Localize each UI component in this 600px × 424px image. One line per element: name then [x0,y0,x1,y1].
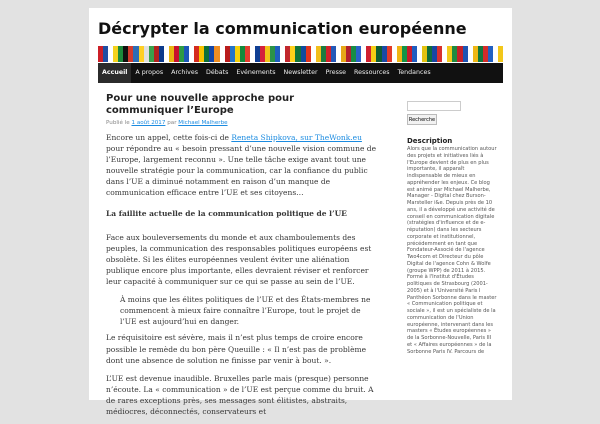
post-subheading: La faillite actuelle de la communication politique de l’UE [106,208,347,218]
intro-text-a: Encore un appel, cette fois-ci de [106,133,232,142]
nav-item-d-bats[interactable]: Débats [206,69,229,76]
post-title[interactable]: Pour une nouvelle approche pour communiquer l’Europe [106,93,295,116]
source-link[interactable]: Reneta Shipkova, sur TheWonk.eu [231,133,362,142]
nav-list [98,63,503,83]
search-input[interactable] [407,101,461,111]
banner-stripe [498,46,503,62]
nav-item-presse[interactable]: Presse [325,69,347,76]
site-title[interactable]: Décrypter la communication européenne [98,19,467,38]
post-intro-paragraph [106,132,376,199]
intro-text-b: pour répondre au « besoin pressant d’une nouvelle vision commune de l’Europe, largement reconnu ». Une telle tâche exige avant tout une nouvelle stratégie pour la communication, car la confiance du public dans l’UE a diminué notamment en raison d’un manque de communication efficace entre l’UE et ses citoyens… [106,144,377,198]
post-meta-by: par [165,120,179,126]
post-meta-prefix: Publié le [106,120,132,126]
nav-item-ev-nements[interactable]: Evénements [236,69,276,76]
nav-item-accueil[interactable]: Accueil [98,63,131,83]
description-title: Description [407,137,453,145]
post-paragraph-4: L’UE est devenue inaudible. Bruxelles parle mais (presque) personne n’écoute. La « communication » de l’UE est perçue comme du bruit. A de rares exceptions près, ses messages sont élitistes, abstraits, médiocres, déconnectés, conservateurs et [106,373,374,416]
eu-flags-banner [98,46,503,62]
description-text: Alors que la communication autour des projets et initiatives liés à l'Europe devient de plus en plus importante, il apparaît indispensable de mieux en appréhender les enjeux. Ce blog est animé par Michael Malherbe, Manager - Digital chez Burson-Marsteller i&e. Depuis près de 10 ans, il a développé une activité de conseil en communication digitale (stratégies d'influence et de e-réputation) dans les secteurs corporate et institutionnel, précédemment en tant que Fondateur-Associé de l'agence Two4com et Directeur du pôle Digital de l'agence Cohn & Wolfe (groupe WPP) de 2011 à 2015. Formé à l'Institut d'Études politiques de Strasbourg (2001-2005) et à l'Université Paris I Panthéon Sorbonne dans le master « Communication politique et sociale », il est un spécialiste de la communication de l'Union européenne, intervenant dans les masters « Études européennes » de la Sorbonne-Nouvelle, Paris III et « Affaires européennes » de la Sorbonne Paris IV. Parcours de [407,146,497,355]
post-paragraph-2: Face aux bouleversements du monde et aux chamboulements des peuples, la communication des responsables politiques européens est obsolète. Si les élites européennes veulent éviter une aliénation publique encore plus importante, elles devraient réviser et renforcer leur capacité à communiquer sur ce qui se passe au sein de l’UE. [106,232,372,287]
nav-item-a-propos[interactable]: A propos [135,69,164,76]
nav-item-newsletter[interactable]: Newsletter [283,69,318,76]
post-quote: À moins que les élites politiques de l’UE et des États-membres ne commencent à mieux faire connaître l’Europe, tout le projet de l’UE est aujourd’hui en danger. [120,295,371,327]
search-button[interactable]: Recherche [407,114,437,125]
nav-item-ressources[interactable]: Ressources [354,69,390,76]
post-paragraph-3: Le réquisitoire est sévère, mais il n’est plus temps de croire encore possible le remède du bon père Queuille : « Il n’est pas de problème dont une absence de solution ne finisse par venir à bout. ». [106,333,367,365]
post-meta [106,120,376,126]
nav-item-archives[interactable]: Archives [171,69,199,76]
post-date-link[interactable]: 1 août 2017 [131,120,166,126]
sidebar [407,93,497,355]
post-author-link[interactable]: Michael Malherbe [178,120,228,126]
page [89,8,512,416]
main-content [106,93,376,424]
nav-item-tendances[interactable]: Tendances [397,69,431,76]
post-content [106,132,376,417]
main-nav [98,63,503,83]
